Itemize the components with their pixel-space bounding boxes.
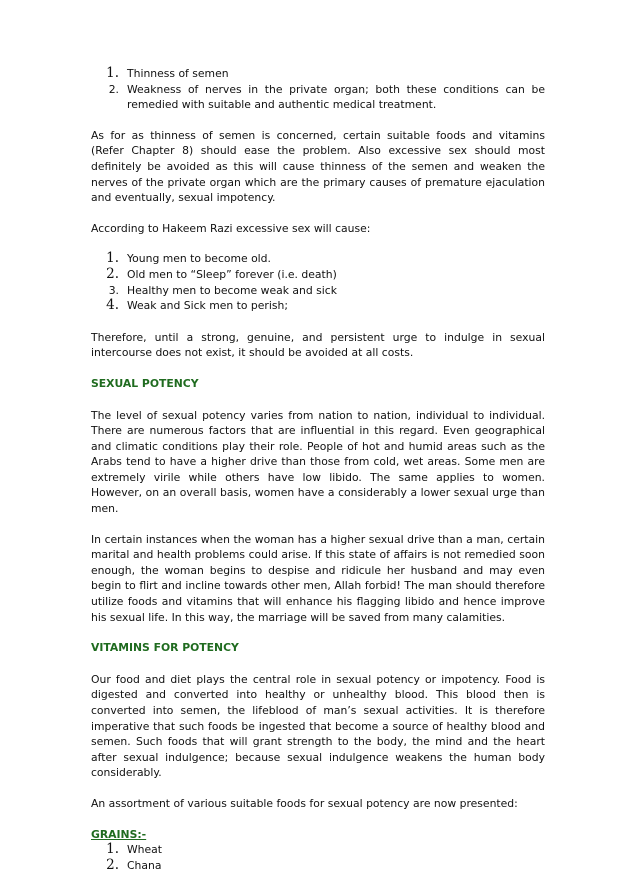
causes-list bbox=[91, 66, 545, 113]
list-number: 1. bbox=[106, 841, 119, 858]
paragraph: According to Hakeem Razi excessive sex will cause: bbox=[91, 221, 371, 235]
section-heading: GRAINS:- bbox=[91, 827, 147, 841]
list-number: 2. bbox=[106, 856, 119, 873]
list-number: 2. bbox=[106, 265, 119, 282]
list-text: Young men to become old. bbox=[127, 252, 271, 266]
list-number: 4. bbox=[106, 297, 119, 314]
list-text: Weak and Sick men to perish; bbox=[127, 299, 288, 313]
list-number: 3. bbox=[108, 283, 119, 297]
paragraph: As for as thinness of semen is concerned, certain suitable foods and vitamins (Refer Chapter 8) should ease the problem. Also excessive sex should most definitely be avoided as this will cause thinness of the semen and weaken the nerves of the private organ which are the primary causes of premature ejaculation and eventually, sexual impotency. bbox=[91, 128, 545, 205]
paragraph: Therefore, until a strong, genuine, and persistent urge to indulge in sexual intercourse does not exist, it should be avoided at all costs. bbox=[91, 330, 545, 360]
section-heading: SEXUAL POTENCY bbox=[91, 376, 199, 390]
list-number: 1. bbox=[106, 250, 119, 267]
list-item bbox=[91, 842, 545, 858]
document-page bbox=[91, 66, 545, 889]
list-item bbox=[91, 251, 545, 267]
grains-list bbox=[91, 842, 545, 873]
list-text: Healthy men to become weak and sick bbox=[127, 283, 337, 297]
list-text: Old men to “Sleep” forever (i.e. death) bbox=[127, 267, 337, 281]
list-item bbox=[91, 298, 545, 314]
paragraph: In certain instances when the woman has a higher sexual drive than a man, certain marital and health problems could arise. If this state of affairs is not remedied soon enough, the woman begins to despise and ridicule her husband and may even begin to flirt and incline towards other men, Allah forbid! The man should therefore utilize foods and vitamins that will enhance his flagging libido and hence improve his sexual life. In this way, the marriage will be saved from many calamities. bbox=[91, 532, 545, 624]
list-item bbox=[91, 267, 545, 283]
effects-list bbox=[91, 251, 545, 313]
list-text: Weakness of nerves in the private organ; both these conditions can be remedied with suitable and authentic medical treatment. bbox=[127, 82, 545, 112]
paragraph: The level of sexual potency varies from nation to nation, individual to individual. There are numerous factors that are influential in this regard. Even geographical and climatic conditions play their role. People of hot and humid areas such as the Arabs tend to have a higher drive than those from cold, wet areas. Some men are extremely virile while others have low libido. The same applies to women. However, on an overall basis, women have a considerably a lower sexual urge than men. bbox=[91, 408, 545, 516]
section-heading: VITAMINS FOR POTENCY bbox=[91, 641, 239, 655]
list-item bbox=[91, 66, 545, 82]
list-text: Thinness of semen bbox=[127, 67, 229, 80]
list-number: 1. bbox=[106, 65, 119, 81]
list-number: 2. bbox=[108, 82, 119, 96]
list-item bbox=[91, 283, 545, 299]
list-item bbox=[91, 858, 545, 874]
paragraph: Our food and diet plays the central role in sexual potency or impotency. Food is digested and converted into healthy or unhealthy blood. This blood then is converted into semen, the lifeblood of man’s sexual activities. It is therefore imperative that such foods be ingested that become a source of healthy blood and semen. Such foods that will grant strength to the body, the mind and the heart after sexual indulgence; because sexual indulgence weakens the human body considerably. bbox=[91, 672, 545, 780]
list-item bbox=[91, 82, 545, 113]
list-text: Wheat bbox=[127, 843, 163, 857]
list-text: Chana bbox=[127, 858, 162, 872]
paragraph: An assortment of various suitable foods for sexual potency are now presented: bbox=[91, 796, 518, 810]
